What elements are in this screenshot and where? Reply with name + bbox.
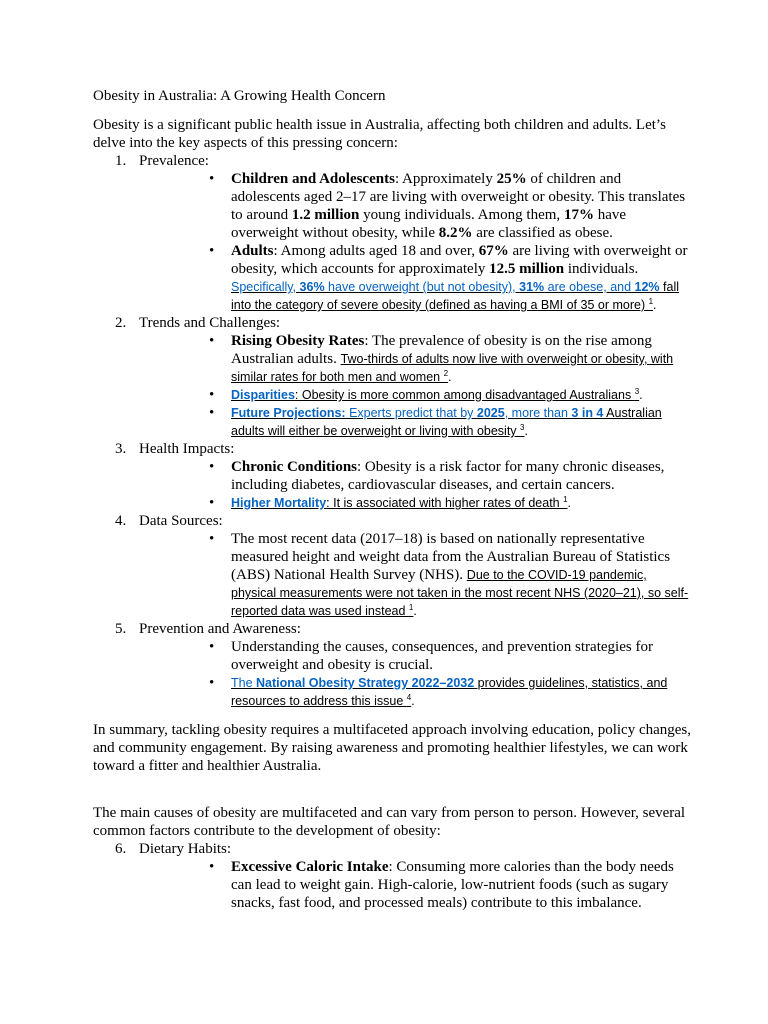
link-text: provides guidelines, statistics, and resources to address this issue (231, 676, 668, 708)
bullet-icon: • (209, 405, 215, 421)
link-stat: 31% (519, 280, 545, 294)
bullet-recent-data (139, 530, 693, 620)
list-number: 1. (115, 153, 127, 169)
text-run: . (448, 370, 452, 384)
sub-list (139, 332, 693, 440)
link-text: : Obesity is more common among disadvantaged Australians (294, 388, 635, 402)
bullet-icon: • (209, 639, 215, 655)
bullet-icon: • (209, 387, 215, 403)
bold-stat: 25% (496, 171, 527, 187)
link-text: The (231, 676, 257, 690)
text-run: . (567, 496, 572, 510)
link-text: have overweight (but not obesity), (324, 280, 520, 294)
list-number: 2. (115, 315, 127, 331)
footnote-marker: 1 (408, 602, 414, 612)
citation-link[interactable] (231, 676, 667, 708)
text-run: The most recent data (2017–18) is based on nationally representative measured height and weight data from the Australian Bureau of Statistics (ABS) National Health Survey (NHS). (231, 531, 671, 583)
list-item-data-sources (93, 512, 693, 620)
link-stat: 2025 (476, 406, 505, 420)
document-body (93, 87, 693, 912)
list-item-prevention (93, 620, 693, 710)
link-text: Australian adults will either be overweight or living with obesity (231, 406, 662, 438)
bold-term: Chronic Conditions (231, 459, 358, 475)
text-run: : Obesity is a risk factor for many chronic diseases, including diabetes, cardiovascular diseases, and certain cancers. (231, 459, 665, 493)
bullet-icon: • (209, 859, 215, 875)
section-heading: Data Sources: (139, 513, 223, 529)
bold-term: Children and Adolescents (231, 171, 395, 187)
key-aspects-list (93, 152, 693, 710)
link-stat: 12% (634, 280, 660, 294)
bullet-national-strategy (139, 674, 693, 710)
bold-term: Rising Obesity Rates (231, 333, 365, 349)
bold-stat: 1.2 million (291, 207, 360, 223)
text-run: individuals. (564, 261, 639, 277)
sub-list (139, 170, 693, 314)
link-text: Specifically, (231, 280, 300, 294)
link-text: are obese, and (544, 280, 635, 294)
text-run: : Approximately (394, 171, 497, 187)
link-text: , more than (504, 406, 572, 420)
text-run: have overweight without obesity, while (231, 207, 627, 241)
footnote-marker: 2 (443, 368, 449, 378)
text-run: are classified as obese. (472, 225, 613, 241)
bullet-chronic-conditions (139, 458, 693, 494)
footnote-marker: 1 (563, 494, 568, 504)
footnote-marker: 1 (648, 296, 654, 306)
text-run: . (413, 604, 417, 618)
citation-link[interactable] (231, 280, 679, 312)
list-item-trends (93, 314, 693, 440)
bold-stat: 17% (563, 207, 594, 223)
text-run: . (653, 298, 657, 312)
link-stat: 3 in 4 (571, 406, 604, 420)
sub-list (139, 458, 693, 512)
sub-list (139, 638, 693, 710)
list-item-dietary-habits (93, 840, 693, 912)
sub-list (139, 530, 693, 620)
list-number: 4. (115, 513, 127, 529)
footnote-marker: 4 (406, 692, 412, 702)
citation-link[interactable] (231, 388, 639, 402)
text-run: : Consuming more calories than the body needs can lead to weight gain. High-calorie, low-nutrient foods (such as sugary snacks, fast food, and processed meals) contribute to this imbalance. (231, 859, 674, 911)
list-item-prevalence (93, 152, 693, 314)
bold-stat: 8.2% (438, 225, 473, 241)
bullet-icon: • (209, 495, 215, 511)
list-number: 3. (115, 441, 127, 457)
bullet-icon: • (209, 171, 215, 187)
link-text: Due to the COVID-19 pandemic, physical measurements were not taken in the most recent NHS (2020–21), so self-reported data was used instead (231, 568, 689, 618)
bullet-future-projections (139, 404, 693, 440)
text-run: : The prevalence of obesity is on the rise among Australian adults. (231, 333, 652, 367)
bullet-children-adolescents (139, 170, 693, 242)
section-heading: Prevention and Awareness: (139, 621, 301, 637)
bold-term: Excessive Caloric Intake (231, 859, 389, 875)
causes-intro-paragraph: The main causes of obesity are multifaceted and can vary from person to person. However, several common factors contribute to the development of obesity: (93, 805, 686, 839)
causes-list (93, 840, 693, 912)
list-number: 5. (115, 621, 127, 637)
sub-list (139, 858, 693, 912)
citation-link[interactable] (231, 496, 568, 510)
bullet-icon: • (209, 459, 215, 475)
text-run: are living with overweight or obesity, which accounts for approximately (231, 243, 688, 277)
summary-paragraph: In summary, tackling obesity requires a multifaceted approach involving education, policy changes, and community engagement. By raising awareness and promoting healthier lifestyles, we can work toward a fitter and healthier Australia. (93, 722, 692, 774)
section-heading: Health Impacts: (139, 441, 235, 457)
section-heading: Trends and Challenges: (139, 315, 281, 331)
link-text: fall into the category of severe obesity (defined as having a BMI of 35 or more) (231, 280, 680, 312)
list-number: 6. (115, 841, 127, 857)
bullet-icon: • (209, 531, 215, 547)
text-run: Understanding the causes, consequences, and prevention strategies for overweight and obesity is crucial. (231, 639, 653, 673)
text-run: . (411, 694, 415, 708)
bullet-icon: • (209, 243, 215, 259)
text-run: of children and adolescents aged 2–17 are living with overweight or obesity. This translates to around (231, 171, 686, 223)
link-text: : It is associated with higher rates of death (326, 496, 564, 510)
bold-term: Adults (231, 243, 274, 259)
bold-stat: 67% (478, 243, 509, 259)
link-term: Higher Mortality (231, 496, 327, 510)
section-heading: Dietary Habits: (139, 841, 232, 857)
section-heading: Prevalence: (139, 153, 209, 169)
bullet-disparities (139, 386, 693, 404)
bullet-higher-mortality (139, 494, 693, 512)
footnote-marker: 3 (520, 422, 525, 432)
bullet-understanding (139, 638, 693, 674)
document-title: Obesity in Australia: A Growing Health Concern (93, 88, 386, 104)
bullet-icon: • (209, 333, 215, 349)
list-item-health-impacts (93, 440, 693, 512)
citation-link[interactable] (231, 406, 662, 438)
footnote-marker: 3 (634, 386, 640, 396)
text-run: young individuals. Among them, (359, 207, 564, 223)
text-run: . (639, 388, 643, 402)
text-run: . (524, 424, 528, 438)
link-term: Disparities (231, 388, 295, 402)
text-run: : Among adults aged 18 and over, (273, 243, 479, 259)
bullet-icon: • (209, 675, 215, 691)
link-text: Experts predict that by (345, 406, 477, 420)
bullet-excessive-caloric-intake (139, 858, 693, 912)
intro-paragraph: Obesity is a significant public health issue in Australia, affecting both children and adults. Let’s delve into the key aspects of this pressing concern: (93, 117, 666, 151)
link-term: National Obesity Strategy 2022–2032 (256, 676, 475, 690)
bullet-rising-rates (139, 332, 693, 386)
link-stat: 36% (299, 280, 325, 294)
bullet-adults (139, 242, 693, 314)
bold-stat: 12.5 million (489, 261, 565, 277)
link-text: Two-thirds of adults now live with overweight or obesity, with similar rates for both men and women (231, 352, 674, 384)
link-term: Future Projections: (231, 406, 346, 420)
